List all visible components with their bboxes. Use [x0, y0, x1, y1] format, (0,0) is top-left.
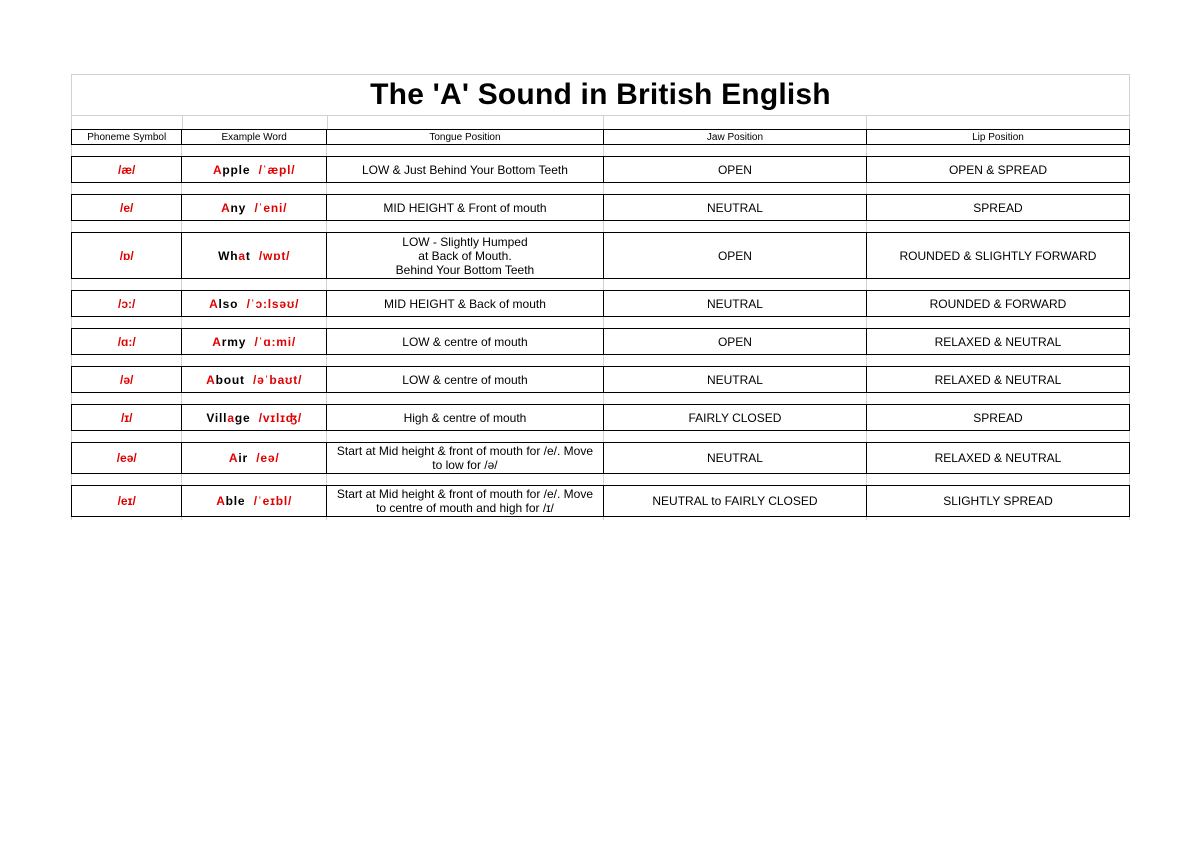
header-phoneme: Phoneme Symbol [72, 130, 182, 145]
word-ipa: /əˈbaʊt/ [253, 372, 303, 387]
phoneme-symbol: /ɪ/ [72, 405, 182, 431]
spacer-row [72, 517, 1130, 521]
jaw-position: NEUTRAL to FAIRLY CLOSED [603, 486, 866, 517]
phoneme-symbol: /eə/ [72, 443, 182, 474]
table-row [72, 405, 1130, 431]
tongue-position: Start at Mid height & front of mouth for /e/. Move to low for /ə/ [326, 443, 603, 474]
example-word [182, 233, 327, 279]
word-ipa: /ˈɑ:mi/ [254, 334, 297, 349]
table-row [72, 157, 1130, 183]
lip-position: ROUNDED & SLIGHTLY FORWARD [866, 233, 1129, 279]
tongue-position: MID HEIGHT & Front of mouth [326, 195, 603, 221]
table-row [72, 233, 1130, 279]
phoneme-symbol: /æ/ [72, 157, 182, 183]
title-row [71, 74, 1130, 116]
lip-position: ROUNDED & FORWARD [866, 291, 1129, 317]
lip-position: RELAXED & NEUTRAL [866, 367, 1129, 393]
lip-position: SLIGHTLY SPREAD [866, 486, 1129, 517]
spacer-row [72, 279, 1130, 291]
jaw-position: NEUTRAL [603, 195, 866, 221]
word-ipa: /eə/ [256, 451, 280, 465]
word-highlight: A [221, 200, 231, 215]
title-gap [71, 116, 1130, 129]
word-ipa: /vɪlɪʤ/ [258, 410, 303, 425]
word-ipa: /wɒt/ [258, 248, 291, 263]
tongue-position: MID HEIGHT & Back of mouth [326, 291, 603, 317]
phoneme-symbol: /ɑ:/ [72, 329, 182, 355]
tongue-position: High & centre of mouth [326, 405, 603, 431]
example-word [182, 443, 327, 474]
word-end: rmy [221, 334, 247, 349]
word-ipa: /ˈeni/ [254, 200, 288, 215]
header-lip: Lip Position [866, 130, 1129, 145]
example-word [182, 195, 327, 221]
jaw-position: OPEN [603, 329, 866, 355]
jaw-position: NEUTRAL [603, 367, 866, 393]
lip-position: OPEN & SPREAD [866, 157, 1129, 183]
header-example: Example Word [182, 130, 327, 145]
page-title: The 'A' Sound in British English [370, 78, 831, 111]
phoneme-symbol: /eɪ/ [72, 486, 182, 517]
spacer-row [72, 317, 1130, 329]
header-tongue: Tongue Position [326, 130, 603, 145]
tongue-position: LOW & Just Behind Your Bottom Teeth [326, 157, 603, 183]
example-word [182, 157, 327, 183]
spacer-row [72, 393, 1130, 405]
jaw-position: NEUTRAL [603, 443, 866, 474]
phoneme-symbol: /ə/ [72, 367, 182, 393]
phoneme-symbol: /ɒ/ [72, 233, 182, 279]
table-row [72, 367, 1130, 393]
table-row [72, 291, 1130, 317]
jaw-position: OPEN [603, 157, 866, 183]
tongue-position: LOW & centre of mouth [326, 329, 603, 355]
spacer-row [72, 474, 1130, 486]
example-word [182, 405, 327, 431]
lip-position: RELAXED & NEUTRAL [866, 443, 1129, 474]
tongue-position: LOW - Slightly Humped at Back of Mouth. Behind Your Bottom Teeth [326, 233, 603, 279]
header-jaw: Jaw Position [603, 130, 866, 145]
spacer-row [72, 183, 1130, 195]
jaw-position: NEUTRAL [603, 291, 866, 317]
phoneme-symbol: /ɔ:/ [72, 291, 182, 317]
spacer-row [72, 221, 1130, 233]
table-row [72, 329, 1130, 355]
jaw-position: OPEN [603, 233, 866, 279]
word-start: Vill [206, 410, 228, 425]
example-word [182, 486, 327, 517]
word-ipa: /ˈæpl/ [258, 162, 296, 177]
lip-position: SPREAD [866, 195, 1129, 221]
worksheet [71, 74, 1130, 520]
spacer-row [72, 145, 1130, 157]
tongue-position: Start at Mid height & front of mouth for /e/. Move to centre of mouth and high for /ɪ/ [326, 486, 603, 517]
word-highlight: A [228, 451, 239, 465]
table-row [72, 443, 1130, 474]
tongue-position: LOW & centre of mouth [326, 367, 603, 393]
lip-position: SPREAD [866, 405, 1129, 431]
word-end: t [245, 248, 251, 263]
header-row [72, 130, 1130, 145]
word-highlight: A [212, 162, 223, 177]
word-end: bout [215, 372, 245, 387]
word-ipa: /ˈeɪbl/ [253, 494, 293, 508]
word-end: lso [218, 296, 239, 311]
example-word [182, 291, 327, 317]
word-end: ble [225, 494, 246, 508]
spacer-row [72, 431, 1130, 443]
example-word [182, 367, 327, 393]
word-highlight: a [238, 248, 246, 263]
word-highlight: A [212, 334, 222, 349]
word-ipa: /ˈɔ:lsəʊ/ [246, 296, 300, 311]
spacer-row [72, 355, 1130, 367]
table-row [72, 195, 1130, 221]
word-start: Wh [218, 248, 239, 263]
phoneme-symbol: /e/ [72, 195, 182, 221]
jaw-position: FAIRLY CLOSED [603, 405, 866, 431]
word-end: ny [230, 200, 247, 215]
word-highlight: A [216, 494, 226, 508]
word-end: pple [222, 162, 251, 177]
word-highlight: a [227, 410, 235, 425]
example-word [182, 329, 327, 355]
word-end: ir [238, 451, 248, 465]
word-highlight: A [206, 372, 216, 387]
word-highlight: A [209, 296, 219, 311]
phoneme-table [71, 129, 1130, 520]
lip-position: RELAXED & NEUTRAL [866, 329, 1129, 355]
word-end: ge [234, 410, 251, 425]
table-row [72, 486, 1130, 517]
